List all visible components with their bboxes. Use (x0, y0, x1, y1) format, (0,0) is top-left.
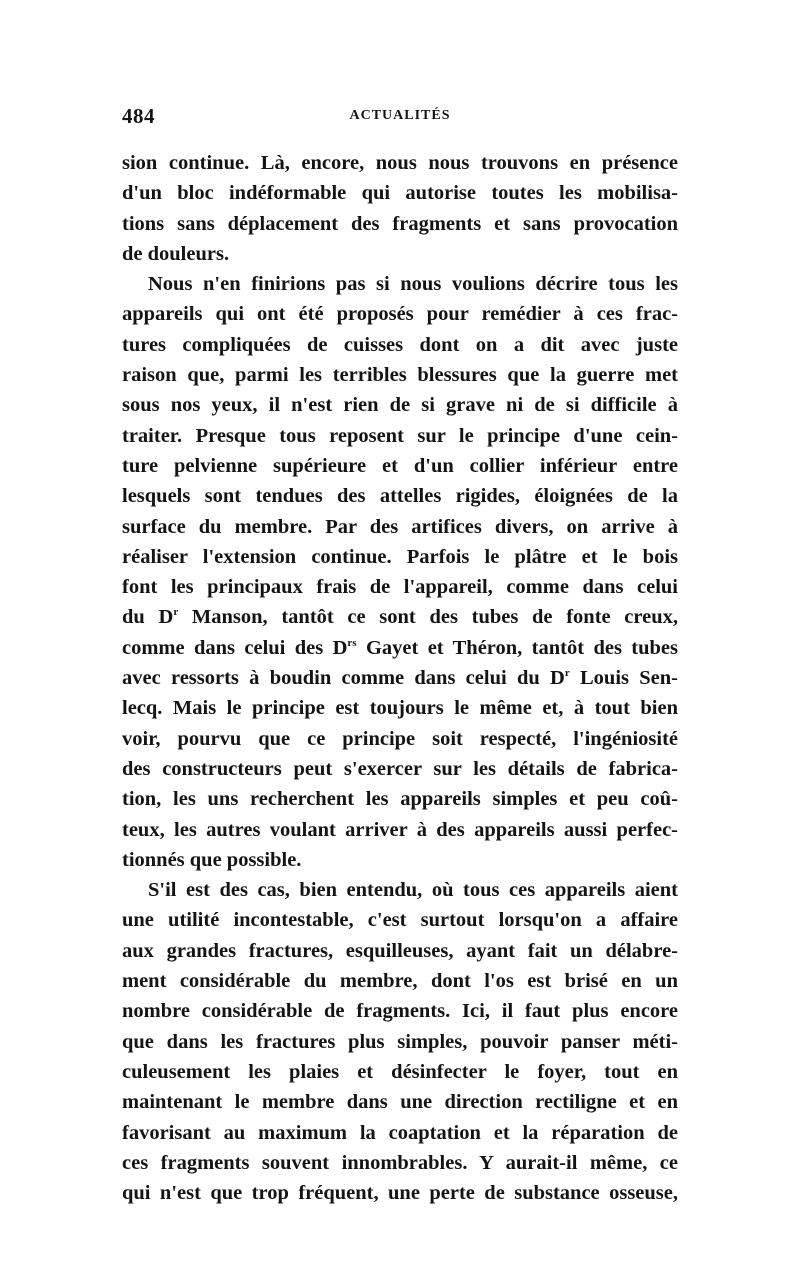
text-line: d'un bloc indéformable qui autorise toutes les mobilisa- (122, 182, 678, 205)
superscript-abbreviation: r (564, 667, 570, 680)
body-text (122, 148, 678, 1208)
text-line: font les principaux frais de l'appareil, comme dans celui (122, 576, 678, 599)
text-line (122, 602, 678, 632)
text-segment: Gayet et Théron, tantôt des tubes (356, 636, 678, 659)
text-line: Nous n'en finirions pas si nous voulions décrire tous les (148, 273, 678, 296)
text-segment: Louis Sen- (569, 667, 678, 690)
text-line: surface du membre. Par des artifices divers, on arrive à (122, 515, 678, 538)
superscript-abbreviation: r (173, 606, 179, 619)
text-line: lesquels sont tendues des attelles rigides, éloignées de la (122, 485, 678, 508)
page-number: 484 (122, 104, 155, 128)
text-line: teux, les autres voulant arriver à des appareils aussi perfec- (122, 818, 678, 841)
text-line: tions sans déplacement des fragments et sans provocation (122, 212, 678, 235)
text-line (122, 633, 678, 663)
running-head (122, 104, 678, 134)
text-segment: avec ressorts à boudin comme dans celui du D (122, 667, 565, 690)
text-line: ture pelvienne supérieure et d'un collier inférieur entre (122, 454, 678, 477)
text-line: S'il est des cas, bien entendu, où tous ces appareils aient (148, 879, 678, 902)
text-segment: comme dans celui des D (122, 636, 348, 659)
text-line: appareils qui ont été proposés pour remédier à ces frac- (122, 303, 678, 326)
text-line: maintenant le membre dans une direction rectiligne et en (122, 1091, 678, 1114)
text-segment: Manson, tantôt ce sont des tubes de fonte creux, (178, 606, 679, 629)
text-line: qui n'est que trop fréquent, une perte de substance osseuse, (122, 1182, 678, 1205)
text-line: de douleurs. (122, 242, 230, 265)
text-line: tures compliquées de cuisses dont on a dit avec juste (122, 333, 678, 356)
text-line: une utilité incontestable, c'est surtout lorsqu'on a affaire (122, 909, 678, 932)
running-title: ACTUALITÉS (349, 108, 451, 123)
text-line: raison que, parmi les terribles blessures que la guerre met (122, 364, 678, 387)
text-line: ment considérable du membre, dont l'os est brisé en un (122, 970, 678, 993)
text-line: sous nos yeux, il n'est rien de si grave ni de si difficile à (122, 394, 678, 417)
text-line: tion, les uns recherchent les appareils simples et peu coû- (122, 788, 678, 811)
text-line: voir, pourvu que ce principe soit respecté, l'ingéniosité (122, 727, 678, 750)
text-line: lecq. Mais le principe est toujours le même et, à tout bien (122, 697, 678, 720)
superscript-abbreviation: rs (347, 636, 357, 649)
text-line: culeusement les plaies et désinfecter le foyer, tout en (122, 1060, 678, 1083)
text-line: favorisant au maximum la coaptation et la réparation de (122, 1121, 678, 1144)
text-line: que dans les fractures plus simples, pouvoir panser méti- (122, 1030, 678, 1053)
text-line: des constructeurs peut s'exercer sur les détails de fabrica- (122, 757, 678, 780)
text-line: réaliser l'extension continue. Parfois le plâtre et le bois (122, 545, 678, 568)
text-line (122, 663, 678, 693)
text-line: ces fragments souvent innombrables. Y aurait-il même, ce (122, 1151, 678, 1174)
text-line: tionnés que possible. (122, 848, 302, 871)
text-line: traiter. Presque tous reposent sur le principe d'une cein- (122, 424, 678, 447)
text-line: sion continue. Là, encore, nous nous trouvons en présence (122, 152, 678, 174)
text-line: aux grandes fractures, esquilleuses, ayant fait un délabre- (122, 939, 678, 962)
text-line: nombre considérable de fragments. Ici, il faut plus encore (122, 1000, 678, 1023)
text-segment: du D (122, 606, 174, 629)
